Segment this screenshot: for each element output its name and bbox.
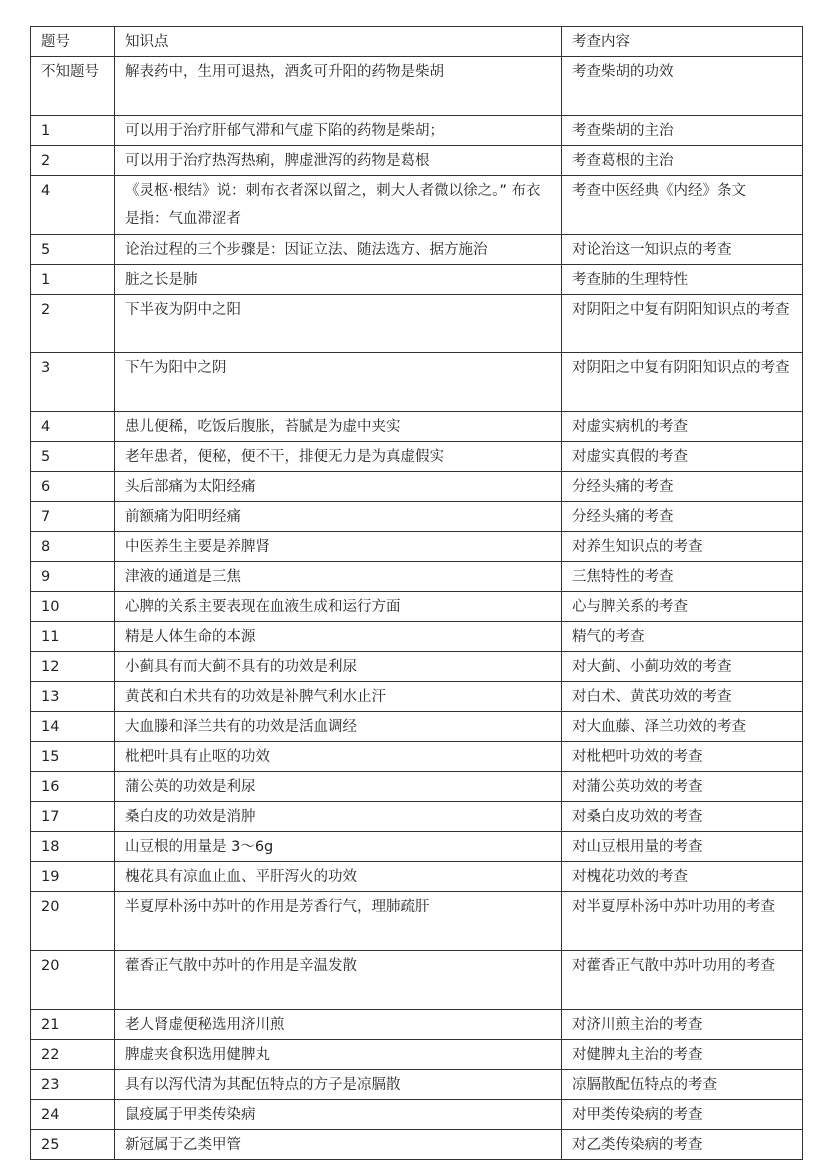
table-row	[31, 682, 803, 712]
table-row	[31, 832, 803, 862]
cell-exam-content: 对藿香正气散中苏叶功用的考查	[562, 950, 803, 1009]
cell-num: 20	[31, 950, 115, 1009]
cell-knowledge-point: 老年患者，便秘，便不干，排便无力是为真虚假实	[115, 442, 562, 472]
cell-exam-content: 对大蓟、小蓟功效的考查	[562, 652, 803, 682]
cell-knowledge-point: 老人肾虚便秘选用济川煎	[115, 1009, 562, 1039]
cell-exam-content: 对大血藤、泽兰功效的考查	[562, 712, 803, 742]
cell-knowledge-point: 《灵枢·根结》说：刺布衣者深以留之，刺大人者微以徐之。” 布衣是指：气血滞涩者	[115, 175, 562, 234]
cell-num: 3	[31, 353, 115, 412]
table-row	[31, 145, 803, 175]
cell-num: 13	[31, 682, 115, 712]
cell-knowledge-point: 患儿便稀，吃饭后腹胀，苔腻是为虚中夹实	[115, 412, 562, 442]
cell-exam-content: 对阴阳之中复有阴阳知识点的考查	[562, 353, 803, 412]
cell-num: 5	[31, 442, 115, 472]
table-row	[31, 442, 803, 472]
cell-num: 12	[31, 652, 115, 682]
cell-num: 1	[31, 264, 115, 294]
table-row	[31, 412, 803, 442]
cell-exam-content: 对虚实真假的考查	[562, 442, 803, 472]
cell-knowledge-point: 蒲公英的功效是利尿	[115, 772, 562, 802]
table-row	[31, 592, 803, 622]
cell-num: 4	[31, 412, 115, 442]
cell-num: 21	[31, 1009, 115, 1039]
table-row	[31, 502, 803, 532]
header-content: 考查内容	[562, 27, 803, 57]
cell-knowledge-point: 新冠属于乙类甲管	[115, 1129, 562, 1159]
cell-knowledge-point: 具有以泻代清为其配伍特点的方子是凉膈散	[115, 1069, 562, 1099]
cell-num: 14	[31, 712, 115, 742]
table-row	[31, 264, 803, 294]
cell-exam-content: 心与脾关系的考查	[562, 592, 803, 622]
table-body	[31, 57, 803, 1160]
table-row	[31, 57, 803, 116]
cell-knowledge-point: 桑白皮的功效是消肿	[115, 802, 562, 832]
cell-num: 1	[31, 115, 115, 145]
cell-exam-content: 凉膈散配伍特点的考查	[562, 1069, 803, 1099]
cell-num: 9	[31, 562, 115, 592]
cell-num: 22	[31, 1039, 115, 1069]
header-num: 题号	[31, 27, 115, 57]
table-row	[31, 1129, 803, 1159]
header-point: 知识点	[115, 27, 562, 57]
cell-knowledge-point: 可以用于治疗热泻热痢，脾虚泄泻的药物是葛根	[115, 145, 562, 175]
cell-knowledge-point: 脏之长是肺	[115, 264, 562, 294]
table-row	[31, 1099, 803, 1129]
cell-exam-content: 对济川煎主治的考查	[562, 1009, 803, 1039]
cell-exam-content: 对健脾丸主治的考查	[562, 1039, 803, 1069]
table-row	[31, 802, 803, 832]
cell-exam-content: 对甲类传染病的考查	[562, 1099, 803, 1129]
cell-num: 24	[31, 1099, 115, 1129]
cell-num: 16	[31, 772, 115, 802]
cell-num: 7	[31, 502, 115, 532]
cell-knowledge-point: 论治过程的三个步骤是：因证立法、随法选方、据方施治	[115, 234, 562, 264]
cell-knowledge-point: 心脾的关系主要表现在血液生成和运行方面	[115, 592, 562, 622]
cell-exam-content: 分经头痛的考查	[562, 472, 803, 502]
cell-knowledge-point: 头后部痛为太阳经痛	[115, 472, 562, 502]
table-row	[31, 294, 803, 353]
cell-exam-content: 考查中医经典《内经》条文	[562, 175, 803, 234]
cell-knowledge-point: 前额痛为阳明经痛	[115, 502, 562, 532]
cell-exam-content: 考查葛根的主治	[562, 145, 803, 175]
table-row	[31, 712, 803, 742]
cell-num: 25	[31, 1129, 115, 1159]
table-row	[31, 1039, 803, 1069]
table-row	[31, 950, 803, 1009]
cell-knowledge-point: 津液的通道是三焦	[115, 562, 562, 592]
cell-knowledge-point: 大血滕和泽兰共有的功效是活血调经	[115, 712, 562, 742]
cell-exam-content: 对半夏厚朴汤中苏叶功用的考查	[562, 892, 803, 951]
cell-knowledge-point: 小蓟具有而大蓟不具有的功效是利尿	[115, 652, 562, 682]
cell-knowledge-point: 藿香正气散中苏叶的作用是辛温发散	[115, 950, 562, 1009]
cell-exam-content: 对蒲公英功效的考查	[562, 772, 803, 802]
cell-exam-content: 考查肺的生理特性	[562, 264, 803, 294]
cell-num: 19	[31, 862, 115, 892]
table-row	[31, 652, 803, 682]
cell-knowledge-point: 鼠疫属于甲类传染病	[115, 1099, 562, 1129]
cell-exam-content: 对乙类传染病的考查	[562, 1129, 803, 1159]
cell-num: 11	[31, 622, 115, 652]
table-row	[31, 772, 803, 802]
table-header-row	[31, 27, 803, 57]
cell-knowledge-point: 脾虚夹食积选用健脾丸	[115, 1039, 562, 1069]
cell-exam-content: 对山豆根用量的考查	[562, 832, 803, 862]
cell-exam-content: 对槐花功效的考查	[562, 862, 803, 892]
cell-knowledge-point: 下午为阳中之阴	[115, 353, 562, 412]
cell-knowledge-point: 下半夜为阴中之阳	[115, 294, 562, 353]
table-row	[31, 862, 803, 892]
cell-knowledge-point: 精是人体生命的本源	[115, 622, 562, 652]
cell-knowledge-point: 山豆根的用量是 3～6g	[115, 832, 562, 862]
cell-exam-content: 考查柴胡的主治	[562, 115, 803, 145]
cell-num: 10	[31, 592, 115, 622]
cell-num: 15	[31, 742, 115, 772]
cell-num: 20	[31, 892, 115, 951]
cell-exam-content: 三焦特性的考查	[562, 562, 803, 592]
cell-exam-content: 精气的考查	[562, 622, 803, 652]
cell-num: 23	[31, 1069, 115, 1099]
cell-knowledge-point: 可以用于治疗肝郁气滞和气虚下陷的药物是柴胡；	[115, 115, 562, 145]
cell-exam-content: 对阴阳之中复有阴阳知识点的考查	[562, 294, 803, 353]
cell-exam-content: 对养生知识点的考查	[562, 532, 803, 562]
cell-exam-content: 对枇杷叶功效的考查	[562, 742, 803, 772]
table-row	[31, 622, 803, 652]
cell-knowledge-point: 解表药中，生用可退热，酒炙可升阳的药物是柴胡	[115, 57, 562, 116]
document-page	[30, 26, 802, 1160]
table-row	[31, 234, 803, 264]
cell-num: 2	[31, 294, 115, 353]
cell-knowledge-point: 枇杷叶具有止呕的功效	[115, 742, 562, 772]
table-row	[31, 562, 803, 592]
table-row	[31, 892, 803, 951]
cell-num: 2	[31, 145, 115, 175]
cell-knowledge-point: 槐花具有凉血止血、平肝泻火的功效	[115, 862, 562, 892]
cell-knowledge-point: 中医养生主要是养脾肾	[115, 532, 562, 562]
cell-exam-content: 对虚实病机的考查	[562, 412, 803, 442]
cell-num: 不知题号	[31, 57, 115, 116]
cell-num: 17	[31, 802, 115, 832]
cell-knowledge-point: 半夏厚朴汤中苏叶的作用是芳香行气，理肺疏肝	[115, 892, 562, 951]
cell-exam-content: 对论治这一知识点的考查	[562, 234, 803, 264]
table-row	[31, 742, 803, 772]
table-row	[31, 472, 803, 502]
table-row	[31, 532, 803, 562]
cell-exam-content: 考查柴胡的功效	[562, 57, 803, 116]
cell-exam-content: 对桑白皮功效的考查	[562, 802, 803, 832]
cell-num: 18	[31, 832, 115, 862]
table-row	[31, 115, 803, 145]
cell-knowledge-point: 黄芪和白术共有的功效是补脾气利水止汗	[115, 682, 562, 712]
cell-num: 5	[31, 234, 115, 264]
knowledge-table	[30, 26, 803, 1160]
table-row	[31, 1069, 803, 1099]
cell-exam-content: 分经头痛的考查	[562, 502, 803, 532]
cell-num: 4	[31, 175, 115, 234]
table-row	[31, 1009, 803, 1039]
cell-num: 6	[31, 472, 115, 502]
cell-num: 8	[31, 532, 115, 562]
table-row	[31, 353, 803, 412]
table-row	[31, 175, 803, 234]
cell-exam-content: 对白术、黄芪功效的考查	[562, 682, 803, 712]
